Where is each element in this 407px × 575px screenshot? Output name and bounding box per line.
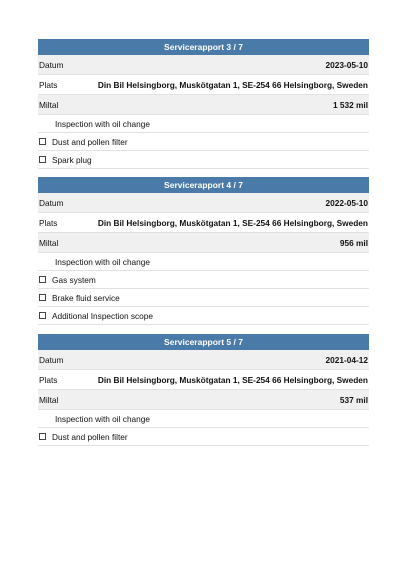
service-report-3	[38, 39, 369, 169]
service-report-4	[38, 177, 369, 325]
service-item	[38, 289, 369, 307]
miltal-row	[38, 390, 369, 410]
datum-row	[38, 350, 369, 370]
plats-row	[38, 213, 369, 233]
service-item	[38, 133, 369, 151]
service-item-label: Dust and pollen filter	[52, 431, 128, 442]
datum-label: Datum	[39, 197, 64, 208]
checkbox-icon	[39, 138, 46, 145]
service-item	[38, 151, 369, 169]
service-item-label: Brake fluid service	[52, 292, 120, 303]
datum-label: Datum	[39, 59, 64, 70]
service-item	[38, 428, 369, 446]
service-item-label: Gas system	[52, 274, 96, 285]
miltal-label: Miltal	[39, 99, 59, 110]
datum-row	[38, 193, 369, 213]
service-item-label: Additional Inspection scope	[52, 310, 154, 321]
datum-value: 2022-05-10	[325, 197, 368, 208]
miltal-value: 1 532 mil	[332, 99, 368, 110]
datum-value: 2023-05-10	[325, 59, 368, 70]
datum-value: 2021-04-12	[325, 354, 368, 365]
report-header: Servicerapport 4 / 7	[38, 177, 369, 193]
miltal-label: Miltal	[39, 394, 59, 405]
service-item	[38, 307, 369, 325]
checkbox-icon	[39, 433, 46, 440]
plats-value: Din Bil Helsingborg, Muskötgatan 1, SE-254 66 Helsingborg, Sweden	[97, 217, 368, 228]
service-report-5	[38, 334, 369, 446]
main-service: Inspection with oil change	[38, 115, 369, 133]
plats-label: Plats	[39, 79, 58, 90]
plats-label: Plats	[39, 374, 58, 385]
datum-row	[38, 55, 369, 75]
main-service: Inspection with oil change	[38, 253, 369, 271]
miltal-value: 956 mil	[339, 237, 368, 248]
report-header: Servicerapport 3 / 7	[38, 39, 369, 55]
checkbox-icon	[39, 294, 46, 301]
miltal-label: Miltal	[39, 237, 59, 248]
plats-value: Din Bil Helsingborg, Muskötgatan 1, SE-254 66 Helsingborg, Sweden	[97, 79, 368, 90]
plats-row	[38, 370, 369, 390]
plats-row	[38, 75, 369, 95]
miltal-row	[38, 233, 369, 253]
checkbox-icon	[39, 156, 46, 163]
plats-label: Plats	[39, 217, 58, 228]
service-item	[38, 271, 369, 289]
datum-label: Datum	[39, 354, 64, 365]
plats-value: Din Bil Helsingborg, Muskötgatan 1, SE-254 66 Helsingborg, Sweden	[97, 374, 368, 385]
checkbox-icon	[39, 276, 46, 283]
main-service: Inspection with oil change	[38, 410, 369, 428]
checkbox-icon	[39, 312, 46, 319]
service-item-label: Spark plug	[52, 154, 92, 165]
report-header: Servicerapport 5 / 7	[38, 334, 369, 350]
miltal-row	[38, 95, 369, 115]
service-item-label: Dust and pollen filter	[52, 136, 128, 147]
miltal-value: 537 mil	[339, 394, 368, 405]
